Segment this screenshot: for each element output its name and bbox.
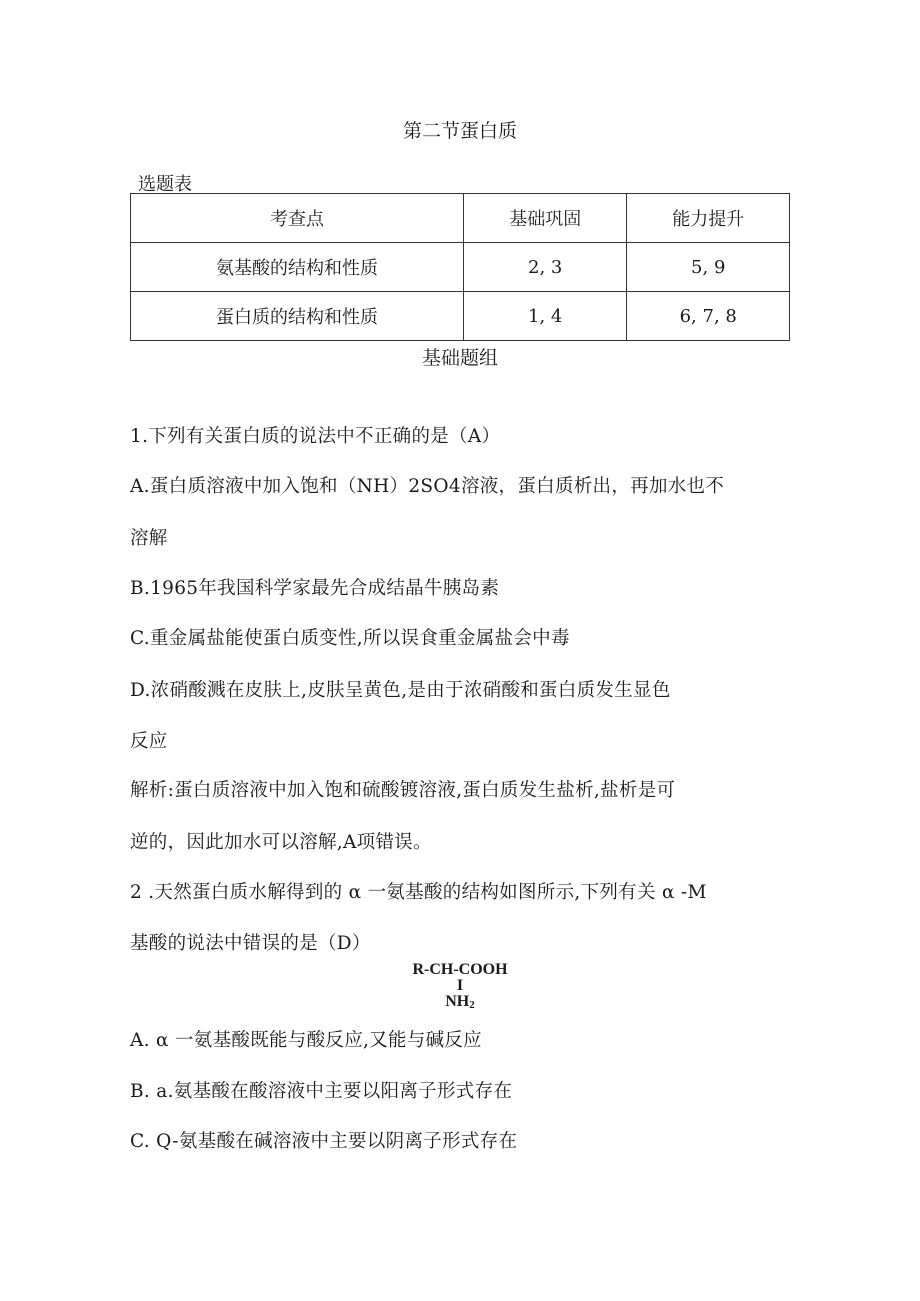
- table-cell: 5, 9: [627, 243, 790, 292]
- header-cell-topic: 考查点: [131, 194, 464, 243]
- question-1-option-b: B.1965年我国科学家最先合成结晶牛胰岛素: [130, 578, 500, 599]
- table-row: [131, 292, 790, 341]
- table-caption: 选题表: [138, 174, 192, 195]
- header-cell-basic: 基础巩固: [463, 194, 627, 243]
- table-row: [131, 243, 790, 292]
- question-2-option-c: C. Q-氨基酸在碱溶液中主要以阴离子形式存在: [130, 1131, 518, 1152]
- question-1-stem: 1.下列有关蛋白质的说法中不正确的是（A）: [130, 426, 501, 447]
- formula-bond: I: [456, 977, 464, 994]
- question-1-option-c: C.重金属盐能使蛋白质变性,所以误食重金属盐会中毒: [130, 628, 570, 649]
- question-1-option-d-cont: 反应: [130, 731, 168, 752]
- section-title: 基础题组: [421, 347, 498, 369]
- formula-main-chain: R-CH-COOH: [412, 961, 508, 978]
- table-cell: 1, 4: [463, 292, 627, 341]
- header-cell-advanced: 能力提升: [627, 194, 790, 243]
- page-title: 第二节蛋白质: [402, 120, 517, 142]
- table-cell: 蛋白质的结构和性质: [131, 292, 464, 341]
- formula-amino-group: $NH_2$: [445, 993, 475, 1011]
- question-2-stem: 2 .天然蛋白质水解得到的 α 一氨基酸的结构如图所示,下列有关 α -M: [130, 882, 707, 903]
- question-1-option-a-cont: 溶解: [130, 528, 168, 549]
- question-2-stem-cont: 基酸的说法中错误的是（D）: [130, 933, 371, 954]
- topic-selection-table: [130, 193, 790, 341]
- question-1-explanation: 解析:蛋白质溶液中加入饱和硫酸镀溶液,蛋白质发生盐析,盐析是可: [130, 780, 676, 801]
- amino-acid-structure-formula: [0, 962, 920, 1013]
- table-header-row: [131, 194, 790, 243]
- question-1-option-a: A.蛋白质溶液中加入饱和（NH）2SO4溶液，蛋白质析出，再加水也不: [130, 476, 725, 497]
- question-2-option-a: A. α 一氨基酸既能与酸反应,又能与碱反应: [130, 1030, 482, 1051]
- question-1-option-d: D.浓硝酸溅在皮肤上,皮肤呈黄色,是由于浓硝酸和蛋白质发生显色: [130, 680, 671, 701]
- table-cell: 氨基酸的结构和性质: [131, 243, 464, 292]
- question-2-option-b: B. a.氨基酸在酸溶液中主要以阳离子形式存在: [130, 1081, 513, 1102]
- table-cell: 2, 3: [463, 243, 627, 292]
- table-cell: 6, 7, 8: [627, 292, 790, 341]
- question-1-explanation-cont: 逆的，因此加水可以溶解,A项错误。: [130, 832, 432, 853]
